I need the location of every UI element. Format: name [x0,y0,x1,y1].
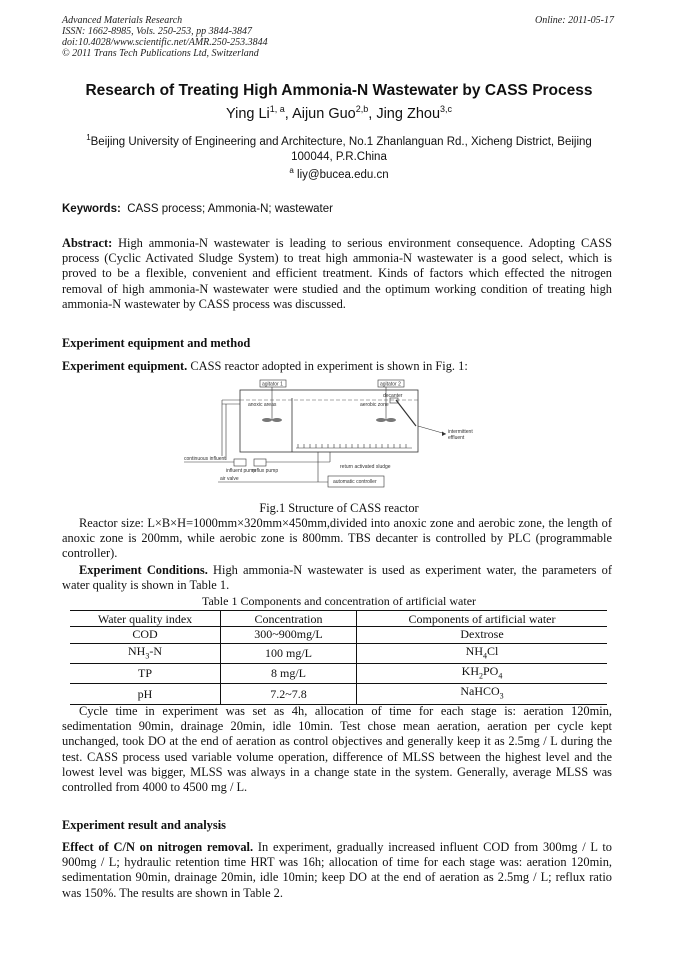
diffuser-group [298,444,406,448]
email-text: liy@bucea.edu.cn [297,168,389,181]
journal-meta [62,15,268,59]
agitator1-label: agitator 1 [262,381,283,388]
abstract-label: Abstract: [62,236,113,250]
water-quality-table [70,610,607,705]
table-row [70,663,607,683]
section-heading: Experiment equipment and method [62,336,251,350]
table-row [70,627,607,644]
table-cell: COD [70,627,221,644]
decanter-label: decanter [383,393,403,399]
cell-sub: 2 [479,671,483,681]
equipment-label: Experiment equipment. [62,359,188,373]
table-header-row [70,611,607,627]
conditions-label: Experiment Conditions. [79,563,208,577]
journal-copyright: © 2011 Trans Tech Publications Ltd, Switzerland [62,48,259,59]
email [0,166,678,181]
journal-issn: ISSN: 1662-8985, Vols. 250-253, pp 3844-3847 [62,26,252,37]
aerobic-label: aerobic zone [360,402,389,408]
author-sup: 3,c [440,104,453,114]
table-cell [357,663,608,683]
keywords-label: Keywords: [62,203,121,215]
cell-part: Cl [487,643,499,658]
cell-sub: 4 [483,650,487,660]
paper-title: Research of Treating High Ammonia-N Wastewater by CASS Process [85,82,593,99]
equipment-paragraph [62,359,612,374]
table-row [70,684,607,704]
conditions-text: High ammonia-N wastewater is used as experiment water, the parameters of water quality is shown in Table 1. [62,563,612,593]
equipment-text: CASS reactor adopted in experiment is shown in Fig. 1: [190,359,468,373]
cell-sub: 4 [498,671,503,681]
reactor-size-paragraph: Reactor size: L×B×H=1000mm×320mm×450mm,divided into anoxic zone and aerobic zone, the length of anoxic zone is 200mm, while aerobic zone is 800mm. TBS decanter is controlled by PLC (programmable controller). [62,516,612,561]
abstract [62,236,612,312]
journal-name: Advanced Materials Research [62,15,183,26]
table-caption: Table 1 Components and concentration of artificial water [201,594,477,608]
table-cell: pH [70,684,221,704]
keywords-text: CASS process; Ammonia-N; wastewater [127,203,333,215]
table-cell [357,684,608,704]
impeller-icon [376,418,386,422]
cell-part: PO [483,663,499,678]
table-row [70,643,607,663]
email-sup: a [289,166,294,175]
effect-paragraph [62,840,612,901]
table-cell: 7.2~7.8 [221,684,357,704]
effluent-label: effluent [448,435,465,441]
reflux-pump-icon [254,459,266,466]
author-sup: 1, a [269,104,285,114]
section-heading: Experiment result and analysis [62,818,226,832]
cell-part: NH [465,643,483,658]
table-header: Water quality index [70,611,221,627]
affiliation-sup: 1 [86,133,91,142]
effluent-pipe [418,426,446,434]
cass-reactor-figure [180,376,500,498]
cycle-paragraph: Cycle time in experiment was set as 4h, allocation of time for each stage is: aeration 120min, sedimentation 90min, drainage 20min, idle 10min. Test chose mean aeration, aeration per cycle kept unchanged, took DO at the end of aeration as control objectives and generally keep it as 2.5mg / L during the test. CASS process used variable volume operation, difference of MLSS between the highest level and the lowest level was bigger, MLSS was always in a change state in the system. Generally, average MLSS was controlled from 4000 to 4500 mg / L. [62,704,612,795]
affiliation [70,130,608,165]
table-cell: 100 mg/L [221,643,357,663]
abstract-text: High ammonia-N wastewater is leading to serious environment consequence. Adopting CASS process (Cyclic Activated Sludge System) to treat high ammonia-N wastewater is a good select, which is proved to be a flexible, convenient and efficient treatment. Kinds of factors which effected the nitrogen removal of high ammonia-N wastewater were studied and the optimum working condition of treating high ammonia-N wastewater by CASS process was discussed. [62,236,612,311]
agitator2-label: agitator 2 [380,381,401,388]
impeller-icon [272,418,282,422]
table-cell [70,643,221,663]
author-name: Ying Li [225,105,270,122]
table-header: Components of artificial water [357,611,608,627]
influent-pump-label: influent pump [226,468,257,474]
return-sludge-label: return activated sludge [340,464,391,470]
impeller-icon [386,418,396,422]
controller-label: automatic controller [333,479,377,485]
keywords [62,203,333,215]
arrow-icon [442,432,446,437]
cell-part: KH [461,663,479,678]
air-valve-label: air valve [220,476,239,482]
intermittent-label: intermittent [448,429,473,435]
author-name: Aijun Guo [292,105,356,122]
cell-part: NaHCO [460,684,500,699]
decanter-arm [396,400,416,426]
influent-pump-icon [234,459,246,466]
author-sup: 2,b [355,104,369,114]
table-cell: TP [70,663,221,683]
continuous-influent-label: continuous influent [184,456,226,462]
author-name: Jing Zhou [376,105,441,122]
table-cell [357,643,608,663]
cell-sub: 3 [499,691,504,701]
effect-label: Effect of C/N on nitrogen removal. [62,840,254,854]
table-cell: 8 mg/L [221,663,357,683]
anoxic-label: anoxic areas [248,402,277,408]
table-cell: Dextrose [357,627,608,644]
online-date: Online: 2011-05-17 [535,15,614,26]
impeller-icon [262,418,272,422]
cell-part: -N [149,643,162,658]
author-list: Ying Li$^{1, a}$, Aijun Guo$^{2,b}$, Jing Zhou$^{3,c}$ [225,104,453,122]
cell-sub: 3 [145,650,150,660]
table-cell: 300~900mg/L [221,627,357,644]
table-header: Concentration [221,611,357,627]
conditions-paragraph [62,563,612,593]
cell-part: NH [127,643,146,658]
journal-doi: doi:10.4028/www.scientific.net/AMR.250-253.3844 [62,37,268,48]
figure-caption: Fig.1 Structure of CASS reactor [259,501,419,515]
affiliation-text: Beijing University of Engineering and Architecture, No.1 Zhanlanguan Rd., Xicheng District, Beijing 100044, P.R.China [90,135,592,163]
reflux-pump-label: reflux pump [252,468,279,474]
effect-text: In experiment, gradually increased influent COD from 300mg / L to 900mg / L; hydraulic retention time HRT was 16h; allocation of time for each stage was: aeration 120min, sedimentation 90min, drainage 20min, idle 10min; keep DO at the end of aeration as 2.5mg / L; reflux ratio was 150%. The results are shown in Table 2. [62,840,612,900]
